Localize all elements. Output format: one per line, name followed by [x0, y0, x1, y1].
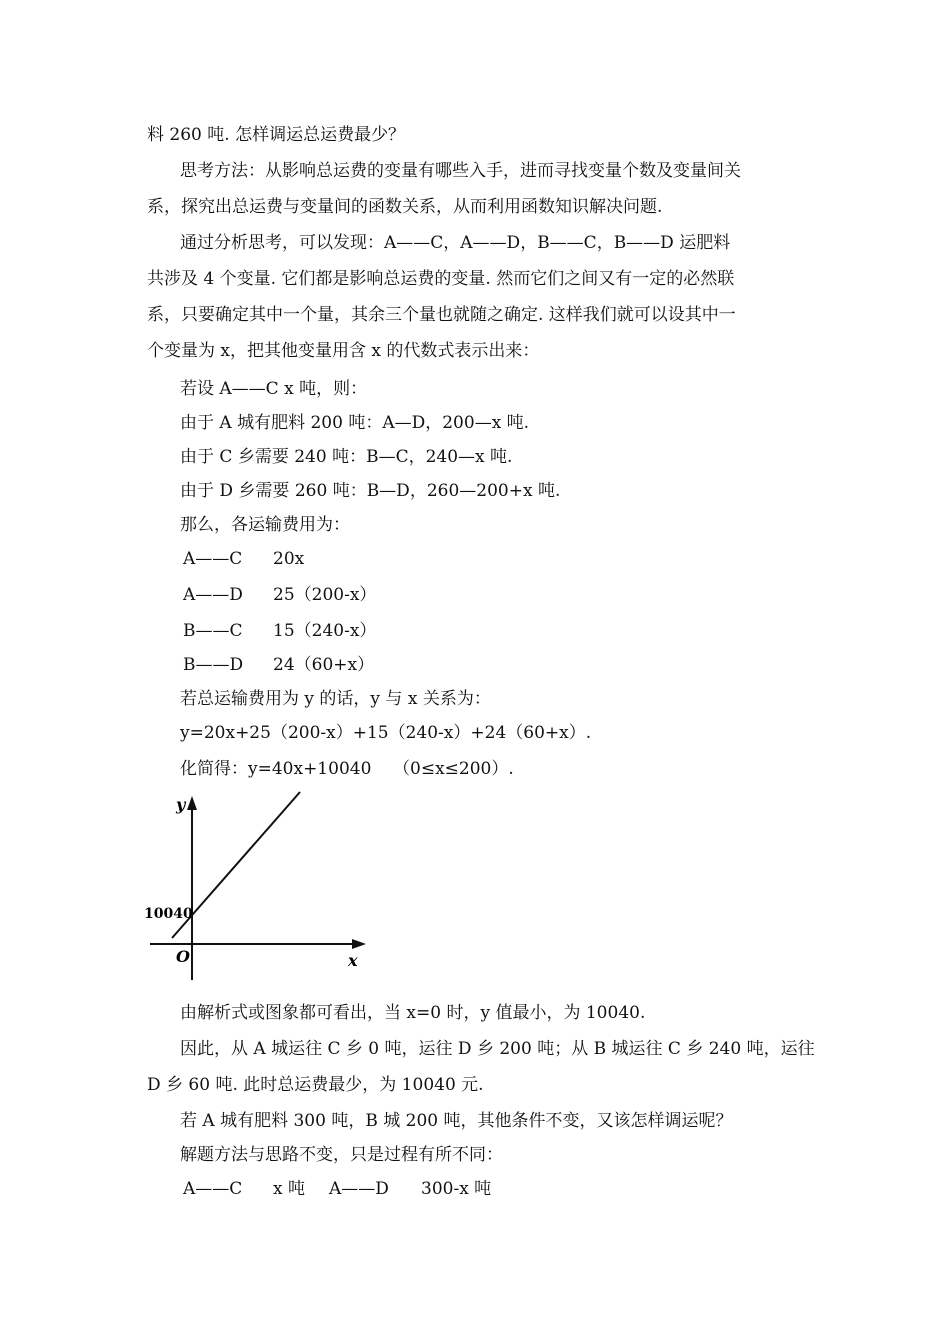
cost-row — [183, 620, 376, 642]
route-expr: x 吨 — [273, 1179, 305, 1199]
formula-line: y=20x+25（200-x）+15（240-x）+24（60+x）. — [180, 723, 592, 743]
y-axis-arrow-icon — [187, 796, 197, 810]
cost-expr: 24（60+x） — [273, 655, 375, 675]
paragraph-line: 那么，各运输费用为： — [180, 515, 350, 535]
paragraph-line: 个变量为 x，把其他变量用含 x 的代数式表示出来： — [147, 341, 540, 361]
paragraph-line: 解题方法与思路不变，只是过程有所不同： — [180, 1145, 503, 1165]
cost-row — [183, 548, 304, 570]
cost-expr: 15（240-x） — [273, 621, 377, 641]
paragraph-line: 系，探究出总运费与变量间的函数关系，从而利用函数知识解决问题. — [147, 197, 663, 217]
cost-row — [183, 584, 376, 606]
cost-route: B——D — [183, 655, 244, 675]
paragraph-line: 思考方法：从影响总运费的变量有哪些入手，进而寻找变量个数及变量间关 — [180, 161, 741, 181]
paragraph-line: 若 A 城有肥料 300 吨，B 城 200 吨，其他条件不变，又该怎样调运呢？ — [180, 1111, 733, 1131]
allocation-row — [183, 1178, 491, 1200]
intercept-label: 10040 — [144, 906, 193, 922]
route-expr: 300-x 吨 — [421, 1179, 492, 1199]
origin-label: O — [176, 947, 190, 966]
y-axis-label: y — [176, 795, 186, 814]
paragraph-line: 因此，从 A 城运往 C 乡 0 吨，运往 D 乡 200 吨；从 B 城运往 C 乡 240 吨，运往 — [180, 1039, 815, 1059]
x-axis-label: x — [348, 951, 358, 970]
cost-expr: 20x — [273, 549, 305, 569]
cost-expr: 25（200-x） — [273, 585, 377, 605]
x-axis-arrow-icon — [352, 939, 366, 949]
paragraph-line: 由解析式或图象都可看出，当 x=0 时，y 值最小，为 10040. — [180, 1003, 646, 1023]
paragraph-line: 若总运输费用为 y 的话，y 与 x 关系为： — [180, 689, 491, 709]
cost-row — [183, 654, 374, 676]
paragraph-line: 料 260 吨. 怎样调运总运费最少？ — [147, 125, 406, 145]
paragraph-line: 由于 A 城有肥料 200 吨：A—D，200—x 吨. — [180, 413, 530, 433]
route-label: A——D — [329, 1179, 389, 1199]
cost-route: A——D — [183, 585, 243, 605]
paragraph-line: 若设 A——C x 吨，则： — [180, 379, 368, 399]
paragraph-line: 系，只要确定其中一个量，其余三个量也就随之确定. 这样我们就可以设其中一 — [147, 305, 736, 325]
paragraph-line: 由于 C 乡需要 240 吨：B—C，240—x 吨. — [180, 447, 513, 467]
function-graph — [140, 790, 380, 985]
cost-route: A——C — [183, 549, 243, 569]
paragraph-line: 通过分析思考，可以发现：A——C，A——D，B——C，B——D 运肥料 — [180, 233, 731, 253]
paragraph-line: 共涉及 4 个变量. 它们都是影响总运费的变量. 然而它们之间又有一定的必然联 — [147, 269, 735, 289]
cost-route: B——C — [183, 621, 243, 641]
paragraph-line: 由于 D 乡需要 260 吨：B—D，260—200+x 吨. — [180, 481, 561, 501]
route-label: A——C — [183, 1179, 243, 1199]
formula-line: 化简得：y=40x+10040 （0≤x≤200）. — [180, 759, 514, 779]
paragraph-line: D 乡 60 吨. 此时总运费最少，为 10040 元. — [147, 1075, 484, 1095]
